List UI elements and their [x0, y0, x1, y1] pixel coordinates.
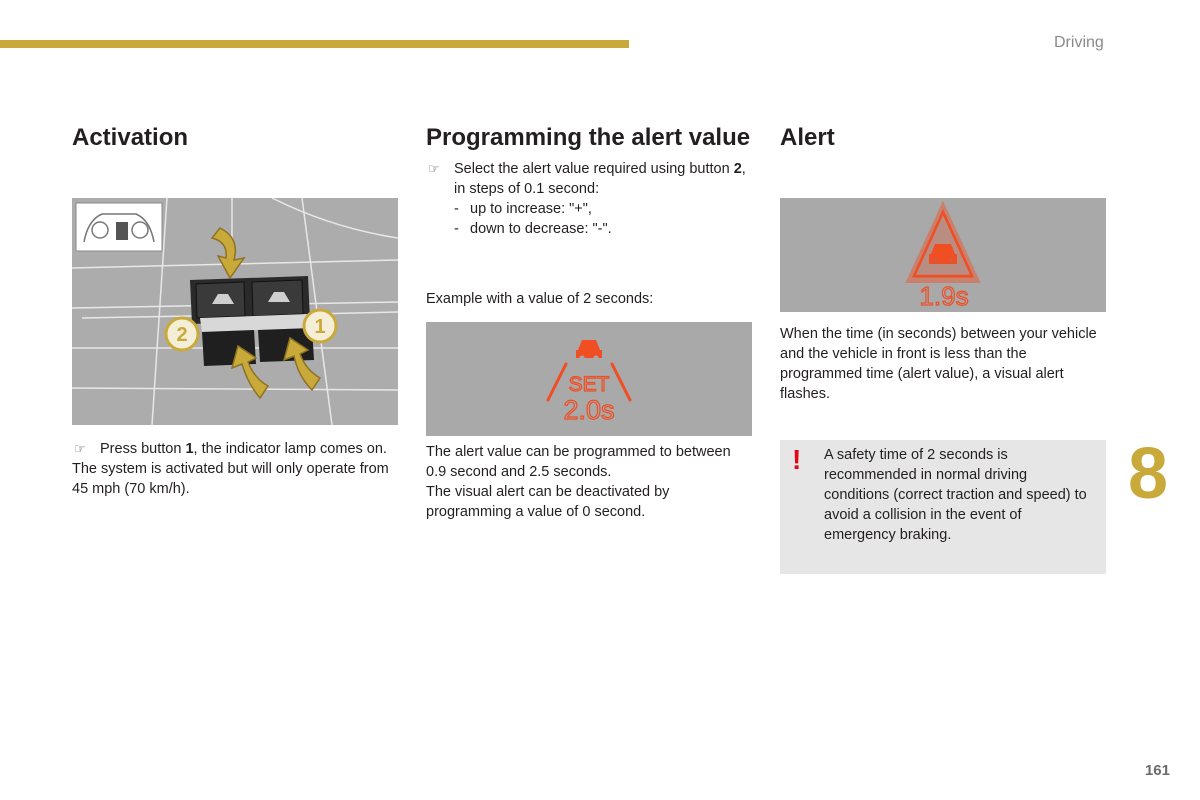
interior-inset [76, 203, 162, 251]
button-1-label [304, 310, 336, 342]
programming-bullet [426, 159, 752, 239]
svg-text:2: 2 [176, 324, 188, 346]
programming-deactivate-text: The visual alert can be deactivated by programming a value of 0 second. [426, 484, 670, 520]
programming-bullet-text: Select the alert value required using button [454, 161, 734, 177]
programming-range-text: The alert value can be programmed to between 0.9 second and 2.5 seconds. [426, 444, 731, 480]
activation-illustration [72, 198, 398, 425]
activation-bullet-text: Press button [100, 441, 186, 457]
set-label: SET [568, 373, 610, 396]
alert-section [780, 126, 1106, 574]
safety-note [780, 440, 1106, 574]
alert-value: 1.9s [919, 281, 969, 311]
alert-paragraph: When the time (in seconds) between your vehicle and the vehicle in front is less than the programmed time (alert value), a visual alert flashes. [780, 326, 1097, 402]
sub-item-decrease: - down to decrease: "-". [454, 221, 612, 237]
programming-title: Programming the alert value [426, 124, 751, 151]
activation-bullet [72, 439, 398, 459]
alert-title: Alert [780, 124, 835, 151]
programming-button-number: 2 [733, 161, 742, 177]
button-2-label [166, 318, 198, 350]
svg-text:1: 1 [314, 316, 326, 338]
activation-section [72, 126, 398, 499]
example-caption: Example with a value of 2 seconds: [426, 291, 654, 307]
set-display-figure [426, 322, 752, 436]
exclamation-icon: ! [792, 444, 802, 475]
pointer-hand-icon: ☞ [428, 161, 440, 176]
programming-section [426, 126, 752, 522]
programming-bullet-text-end: , in steps of 0.1 second: [454, 161, 746, 197]
sub-item-increase: - up to increase: "+", [454, 201, 592, 217]
activation-paragraph: The system is activated but will only operate from 45 mph (70 km/h). [72, 461, 389, 497]
activation-button-number: 1 [185, 441, 194, 457]
chapter-number: 8 [1128, 434, 1169, 514]
page-number: 161 [1144, 762, 1170, 779]
set-value: 2.0s [563, 395, 615, 425]
activation-bullet-text-end: , the indicator lamp comes on. [193, 441, 387, 457]
pointer-hand-icon: ☞ [74, 441, 86, 456]
alert-display-figure [780, 198, 1106, 312]
activation-title: Activation [72, 124, 189, 151]
section-label: Driving [1054, 34, 1104, 51]
top-accent-bar [0, 40, 629, 48]
safety-note-text: A safety time of 2 seconds is recommended in normal driving conditions (correct traction and speed) to avoid a collision in the event of emergency braking. [824, 447, 1087, 543]
